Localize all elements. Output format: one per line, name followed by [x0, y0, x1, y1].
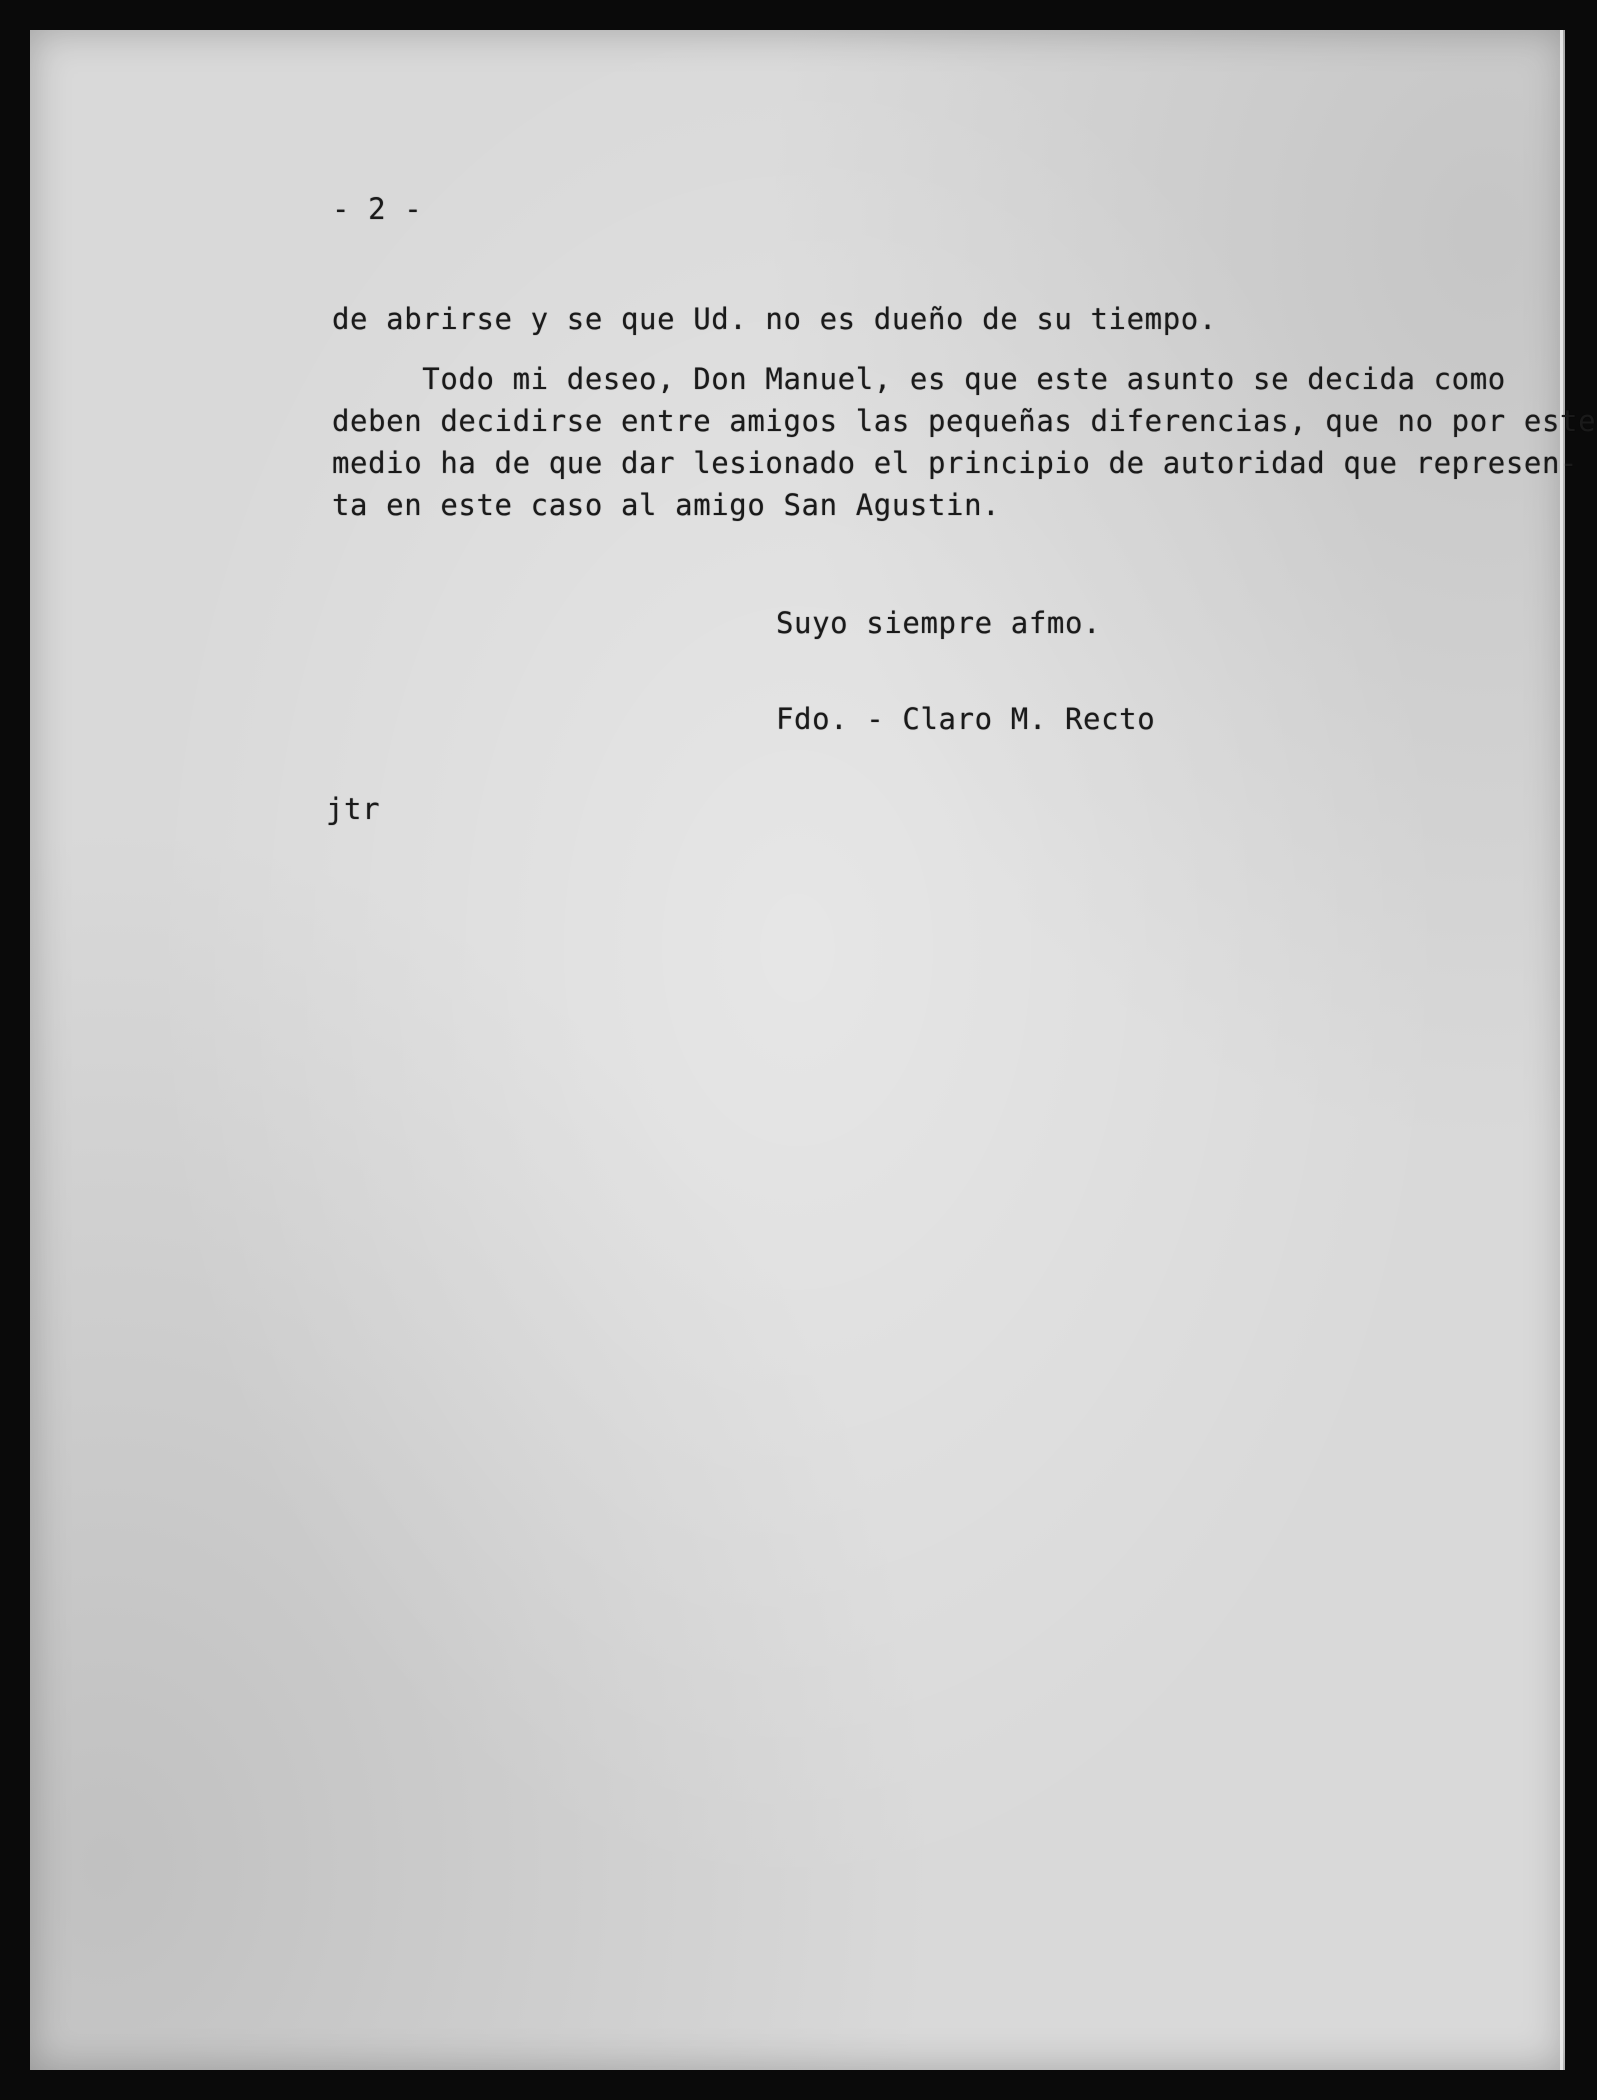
paragraph-2-line-3: medio ha de que dar lesionado el principio de autoridad que represen-: [332, 446, 1579, 480]
typist-initials: jtr: [326, 792, 381, 826]
paragraph-2: [332, 362, 1597, 542]
paragraph-1-line-1: de abrirse y se que Ud. no es dueño de su tiempo.: [332, 302, 1217, 336]
paragraph-2-line-4: ta en este caso al amigo San Agustin.: [332, 488, 1001, 522]
closing-salutation: Suyo siempre afmo.: [776, 606, 1102, 640]
paragraph-2-line-2: deben decidirse entre amigos las pequeñas diferencias, que no por este: [332, 404, 1597, 438]
page-edge: [1560, 30, 1563, 2070]
signature-line: Fdo. - Claro M. Recto: [776, 702, 1156, 736]
page-number: - 2 -: [332, 192, 423, 226]
document-page: [30, 30, 1565, 2070]
paragraph-2-line-1: Todo mi deseo, Don Manuel, es que este asunto se decida como: [332, 362, 1506, 396]
